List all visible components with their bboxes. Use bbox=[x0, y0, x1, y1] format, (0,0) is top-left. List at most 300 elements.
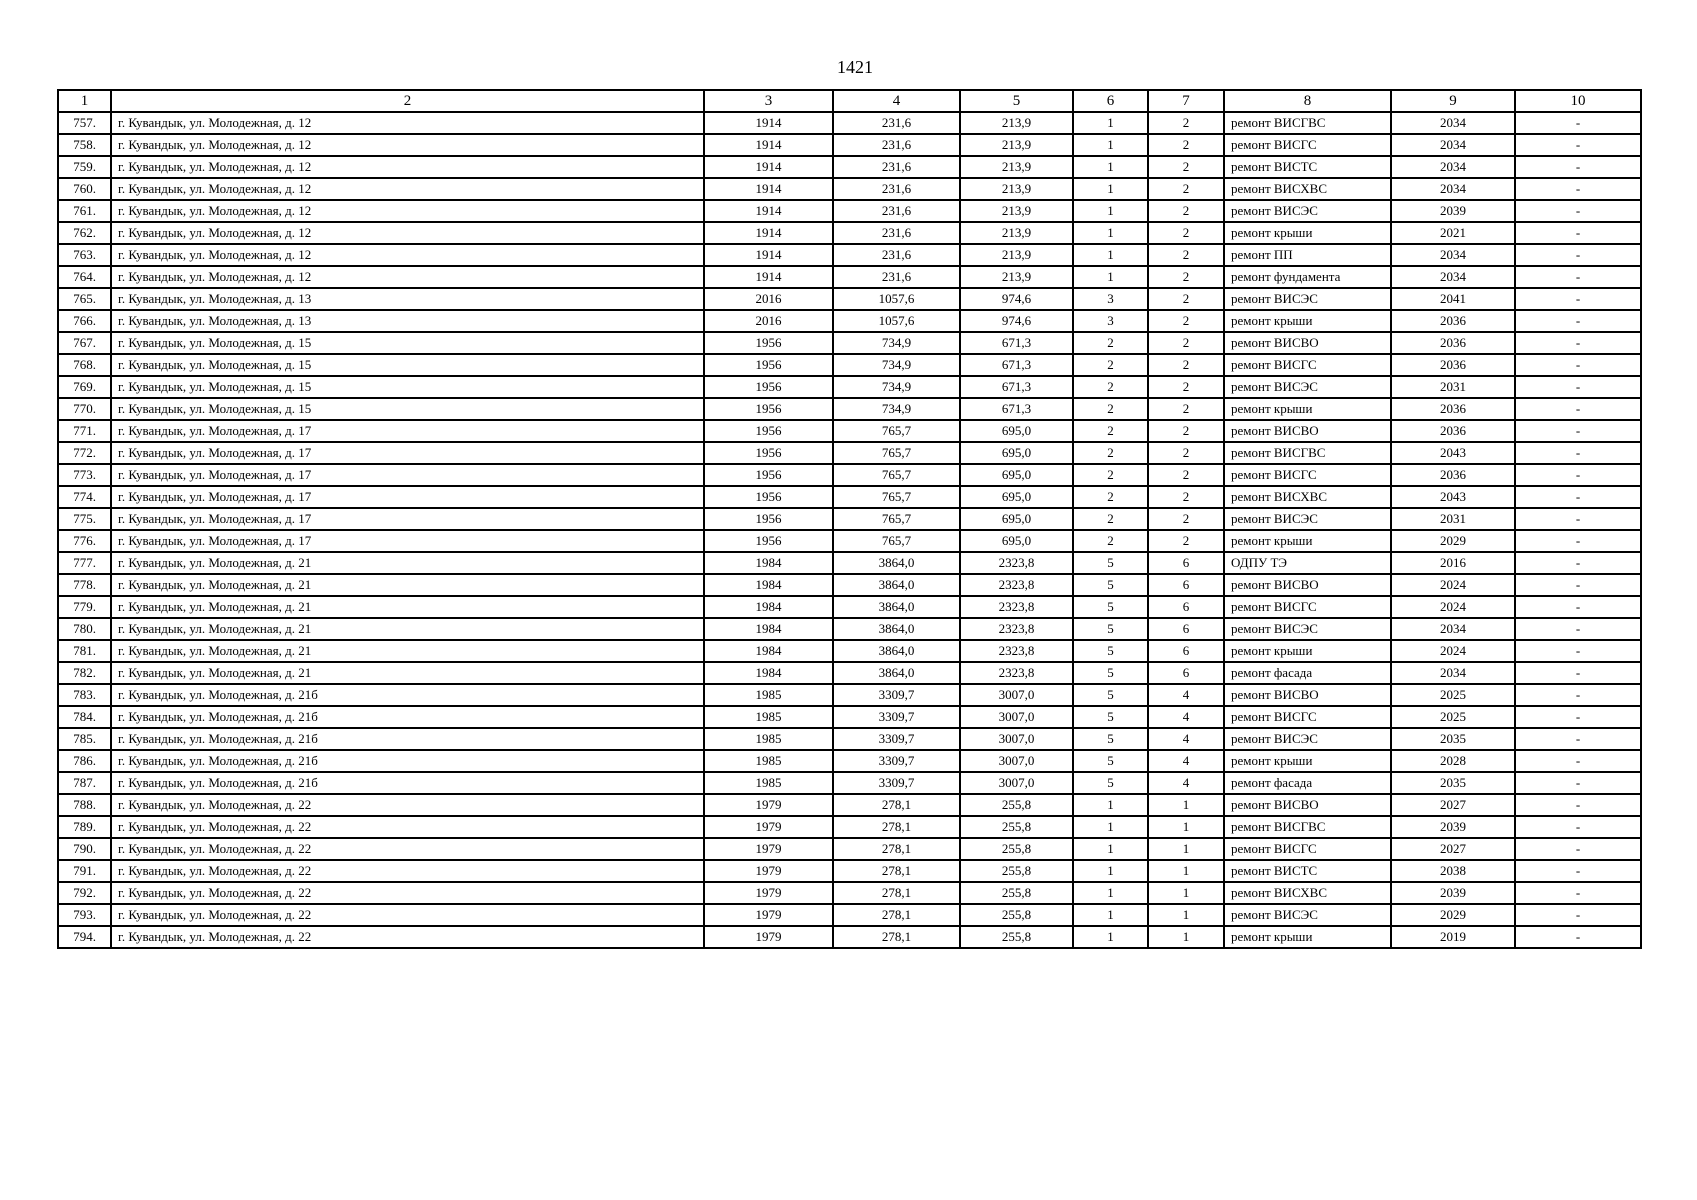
planned-year-cell: 2036 bbox=[1391, 310, 1515, 332]
planned-year-cell: 2034 bbox=[1391, 112, 1515, 134]
year-cell: 1914 bbox=[704, 222, 833, 244]
entrances-cell: 2 bbox=[1148, 266, 1224, 288]
living-area-cell: 213,9 bbox=[960, 266, 1073, 288]
year-cell: 1914 bbox=[704, 244, 833, 266]
total-area-cell: 765,7 bbox=[833, 464, 960, 486]
total-area-cell: 231,6 bbox=[833, 112, 960, 134]
table-row bbox=[58, 508, 1641, 530]
total-area-cell: 765,7 bbox=[833, 530, 960, 552]
total-area-cell: 278,1 bbox=[833, 860, 960, 882]
work-type-cell: ремонт ВИСГС bbox=[1224, 838, 1391, 860]
table-row bbox=[58, 574, 1641, 596]
address-cell: г. Кувандык, ул. Молодежная, д. 17 bbox=[111, 464, 704, 486]
table-row bbox=[58, 662, 1641, 684]
year-cell: 1984 bbox=[704, 596, 833, 618]
address-cell: г. Кувандык, ул. Молодежная, д. 13 bbox=[111, 288, 704, 310]
planned-year-cell: 2034 bbox=[1391, 266, 1515, 288]
work-type-cell: ремонт ВИСЭС bbox=[1224, 904, 1391, 926]
year-cell: 1956 bbox=[704, 508, 833, 530]
planned-year-cell: 2024 bbox=[1391, 596, 1515, 618]
column-header: 9 bbox=[1391, 90, 1515, 112]
living-area-cell: 255,8 bbox=[960, 816, 1073, 838]
note-cell: - bbox=[1515, 288, 1641, 310]
work-type-cell: ремонт ВИСГВС bbox=[1224, 816, 1391, 838]
living-area-cell: 255,8 bbox=[960, 904, 1073, 926]
living-area-cell: 2323,8 bbox=[960, 618, 1073, 640]
work-type-cell: ремонт ВИСВО bbox=[1224, 332, 1391, 354]
column-header: 8 bbox=[1224, 90, 1391, 112]
entrances-cell: 2 bbox=[1148, 332, 1224, 354]
entrances-cell: 2 bbox=[1148, 310, 1224, 332]
work-type-cell: ремонт ВИСГВС bbox=[1224, 112, 1391, 134]
year-cell: 1984 bbox=[704, 552, 833, 574]
planned-year-cell: 2024 bbox=[1391, 640, 1515, 662]
row-number-cell: 784. bbox=[58, 706, 111, 728]
floors-cell: 2 bbox=[1073, 442, 1148, 464]
total-area-cell: 1057,6 bbox=[833, 310, 960, 332]
total-area-cell: 765,7 bbox=[833, 442, 960, 464]
column-header: 7 bbox=[1148, 90, 1224, 112]
column-header: 5 bbox=[960, 90, 1073, 112]
table-row bbox=[58, 398, 1641, 420]
floors-cell: 5 bbox=[1073, 618, 1148, 640]
work-type-cell: ремонт ВИСГС bbox=[1224, 706, 1391, 728]
total-area-cell: 231,6 bbox=[833, 178, 960, 200]
work-type-cell: ремонт крыши bbox=[1224, 398, 1391, 420]
address-cell: г. Кувандык, ул. Молодежная, д. 15 bbox=[111, 376, 704, 398]
row-number-cell: 772. bbox=[58, 442, 111, 464]
note-cell: - bbox=[1515, 354, 1641, 376]
row-number-cell: 786. bbox=[58, 750, 111, 772]
address-cell: г. Кувандык, ул. Молодежная, д. 22 bbox=[111, 904, 704, 926]
year-cell: 1985 bbox=[704, 728, 833, 750]
floors-cell: 1 bbox=[1073, 112, 1148, 134]
floors-cell: 5 bbox=[1073, 574, 1148, 596]
table-row bbox=[58, 354, 1641, 376]
planned-year-cell: 2036 bbox=[1391, 398, 1515, 420]
living-area-cell: 255,8 bbox=[960, 926, 1073, 948]
table-row bbox=[58, 750, 1641, 772]
table-row bbox=[58, 596, 1641, 618]
floors-cell: 5 bbox=[1073, 706, 1148, 728]
row-number-cell: 762. bbox=[58, 222, 111, 244]
total-area-cell: 278,1 bbox=[833, 794, 960, 816]
row-number-cell: 769. bbox=[58, 376, 111, 398]
note-cell: - bbox=[1515, 728, 1641, 750]
total-area-cell: 231,6 bbox=[833, 134, 960, 156]
note-cell: - bbox=[1515, 706, 1641, 728]
note-cell: - bbox=[1515, 662, 1641, 684]
floors-cell: 1 bbox=[1073, 200, 1148, 222]
floors-cell: 2 bbox=[1073, 398, 1148, 420]
note-cell: - bbox=[1515, 640, 1641, 662]
year-cell: 1956 bbox=[704, 354, 833, 376]
address-cell: г. Кувандык, ул. Молодежная, д. 22 bbox=[111, 794, 704, 816]
entrances-cell: 1 bbox=[1148, 838, 1224, 860]
planned-year-cell: 2016 bbox=[1391, 552, 1515, 574]
row-number-cell: 793. bbox=[58, 904, 111, 926]
year-cell: 1956 bbox=[704, 464, 833, 486]
address-cell: г. Кувандык, ул. Молодежная, д. 13 bbox=[111, 310, 704, 332]
entrances-cell: 6 bbox=[1148, 552, 1224, 574]
living-area-cell: 695,0 bbox=[960, 530, 1073, 552]
address-cell: г. Кувандык, ул. Молодежная, д. 12 bbox=[111, 178, 704, 200]
year-cell: 1984 bbox=[704, 618, 833, 640]
work-type-cell: ремонт крыши bbox=[1224, 222, 1391, 244]
entrances-cell: 6 bbox=[1148, 596, 1224, 618]
total-area-cell: 3864,0 bbox=[833, 574, 960, 596]
planned-year-cell: 2041 bbox=[1391, 288, 1515, 310]
planned-year-cell: 2029 bbox=[1391, 904, 1515, 926]
table-row bbox=[58, 486, 1641, 508]
row-number-cell: 785. bbox=[58, 728, 111, 750]
address-cell: г. Кувандык, ул. Молодежная, д. 12 bbox=[111, 134, 704, 156]
total-area-cell: 231,6 bbox=[833, 156, 960, 178]
table-row bbox=[58, 794, 1641, 816]
living-area-cell: 695,0 bbox=[960, 464, 1073, 486]
year-cell: 1956 bbox=[704, 420, 833, 442]
row-number-cell: 789. bbox=[58, 816, 111, 838]
floors-cell: 5 bbox=[1073, 552, 1148, 574]
row-number-cell: 788. bbox=[58, 794, 111, 816]
floors-cell: 3 bbox=[1073, 288, 1148, 310]
planned-year-cell: 2027 bbox=[1391, 838, 1515, 860]
year-cell: 1914 bbox=[704, 266, 833, 288]
table-row bbox=[58, 200, 1641, 222]
work-type-cell: ремонт ПП bbox=[1224, 244, 1391, 266]
note-cell: - bbox=[1515, 618, 1641, 640]
entrances-cell: 4 bbox=[1148, 684, 1224, 706]
repair-schedule-table bbox=[57, 89, 1642, 949]
table-row bbox=[58, 112, 1641, 134]
year-cell: 1979 bbox=[704, 794, 833, 816]
living-area-cell: 213,9 bbox=[960, 200, 1073, 222]
planned-year-cell: 2028 bbox=[1391, 750, 1515, 772]
year-cell: 2016 bbox=[704, 288, 833, 310]
planned-year-cell: 2034 bbox=[1391, 178, 1515, 200]
year-cell: 1914 bbox=[704, 200, 833, 222]
note-cell: - bbox=[1515, 486, 1641, 508]
page-number: 1421 bbox=[837, 57, 873, 77]
row-number-cell: 766. bbox=[58, 310, 111, 332]
column-header: 4 bbox=[833, 90, 960, 112]
note-cell: - bbox=[1515, 222, 1641, 244]
entrances-cell: 2 bbox=[1148, 288, 1224, 310]
total-area-cell: 3309,7 bbox=[833, 772, 960, 794]
note-cell: - bbox=[1515, 508, 1641, 530]
work-type-cell: ремонт ВИСГС bbox=[1224, 134, 1391, 156]
living-area-cell: 695,0 bbox=[960, 486, 1073, 508]
floors-cell: 2 bbox=[1073, 332, 1148, 354]
entrances-cell: 1 bbox=[1148, 904, 1224, 926]
row-number-cell: 761. bbox=[58, 200, 111, 222]
note-cell: - bbox=[1515, 332, 1641, 354]
entrances-cell: 2 bbox=[1148, 508, 1224, 530]
floors-cell: 2 bbox=[1073, 508, 1148, 530]
work-type-cell: ремонт ВИСЭС bbox=[1224, 728, 1391, 750]
note-cell: - bbox=[1515, 926, 1641, 948]
work-type-cell: ремонт крыши bbox=[1224, 310, 1391, 332]
row-number-cell: 783. bbox=[58, 684, 111, 706]
year-cell: 1956 bbox=[704, 486, 833, 508]
entrances-cell: 2 bbox=[1148, 200, 1224, 222]
living-area-cell: 255,8 bbox=[960, 838, 1073, 860]
planned-year-cell: 2039 bbox=[1391, 816, 1515, 838]
total-area-cell: 231,6 bbox=[833, 244, 960, 266]
row-number-cell: 764. bbox=[58, 266, 111, 288]
entrances-cell: 2 bbox=[1148, 442, 1224, 464]
table-row bbox=[58, 530, 1641, 552]
work-type-cell: ремонт ВИСЭС bbox=[1224, 200, 1391, 222]
row-number-cell: 792. bbox=[58, 882, 111, 904]
address-cell: г. Кувандык, ул. Молодежная, д. 15 bbox=[111, 398, 704, 420]
address-cell: г. Кувандык, ул. Молодежная, д. 12 bbox=[111, 200, 704, 222]
row-number-cell: 757. bbox=[58, 112, 111, 134]
row-number-cell: 773. bbox=[58, 464, 111, 486]
planned-year-cell: 2035 bbox=[1391, 728, 1515, 750]
address-cell: г. Кувандык, ул. Молодежная, д. 21б bbox=[111, 772, 704, 794]
column-header: 1 bbox=[58, 90, 111, 112]
floors-cell: 1 bbox=[1073, 134, 1148, 156]
table-row bbox=[58, 266, 1641, 288]
year-cell: 1985 bbox=[704, 684, 833, 706]
floors-cell: 1 bbox=[1073, 838, 1148, 860]
total-area-cell: 278,1 bbox=[833, 904, 960, 926]
floors-cell: 1 bbox=[1073, 156, 1148, 178]
table-body bbox=[58, 112, 1641, 948]
address-cell: г. Кувандык, ул. Молодежная, д. 22 bbox=[111, 838, 704, 860]
year-cell: 1984 bbox=[704, 662, 833, 684]
total-area-cell: 278,1 bbox=[833, 926, 960, 948]
planned-year-cell: 2035 bbox=[1391, 772, 1515, 794]
table-row bbox=[58, 332, 1641, 354]
address-cell: г. Кувандык, ул. Молодежная, д. 21 bbox=[111, 662, 704, 684]
address-cell: г. Кувандык, ул. Молодежная, д. 12 bbox=[111, 222, 704, 244]
entrances-cell: 2 bbox=[1148, 354, 1224, 376]
year-cell: 1979 bbox=[704, 926, 833, 948]
note-cell: - bbox=[1515, 112, 1641, 134]
entrances-cell: 1 bbox=[1148, 926, 1224, 948]
table-row bbox=[58, 706, 1641, 728]
table-row bbox=[58, 464, 1641, 486]
planned-year-cell: 2036 bbox=[1391, 332, 1515, 354]
address-cell: г. Кувандык, ул. Молодежная, д. 12 bbox=[111, 112, 704, 134]
year-cell: 1985 bbox=[704, 772, 833, 794]
table-row bbox=[58, 376, 1641, 398]
work-type-cell: ремонт фасада bbox=[1224, 662, 1391, 684]
year-cell: 1956 bbox=[704, 398, 833, 420]
table-row bbox=[58, 134, 1641, 156]
living-area-cell: 3007,0 bbox=[960, 750, 1073, 772]
entrances-cell: 1 bbox=[1148, 816, 1224, 838]
address-cell: г. Кувандык, ул. Молодежная, д. 21 bbox=[111, 574, 704, 596]
address-cell: г. Кувандык, ул. Молодежная, д. 21 bbox=[111, 552, 704, 574]
total-area-cell: 3864,0 bbox=[833, 662, 960, 684]
note-cell: - bbox=[1515, 552, 1641, 574]
living-area-cell: 2323,8 bbox=[960, 640, 1073, 662]
living-area-cell: 213,9 bbox=[960, 222, 1073, 244]
planned-year-cell: 2024 bbox=[1391, 574, 1515, 596]
address-cell: г. Кувандык, ул. Молодежная, д. 22 bbox=[111, 816, 704, 838]
living-area-cell: 671,3 bbox=[960, 398, 1073, 420]
year-cell: 1979 bbox=[704, 838, 833, 860]
work-type-cell: ремонт ВИСГС bbox=[1224, 464, 1391, 486]
note-cell: - bbox=[1515, 134, 1641, 156]
total-area-cell: 3309,7 bbox=[833, 750, 960, 772]
year-cell: 1979 bbox=[704, 860, 833, 882]
column-header: 3 bbox=[704, 90, 833, 112]
year-cell: 1979 bbox=[704, 904, 833, 926]
planned-year-cell: 2034 bbox=[1391, 156, 1515, 178]
planned-year-cell: 2043 bbox=[1391, 486, 1515, 508]
living-area-cell: 255,8 bbox=[960, 882, 1073, 904]
work-type-cell: ремонт ВИСЭС bbox=[1224, 618, 1391, 640]
row-number-cell: 775. bbox=[58, 508, 111, 530]
living-area-cell: 213,9 bbox=[960, 244, 1073, 266]
note-cell: - bbox=[1515, 596, 1641, 618]
floors-cell: 5 bbox=[1073, 596, 1148, 618]
total-area-cell: 3864,0 bbox=[833, 640, 960, 662]
row-number-cell: 779. bbox=[58, 596, 111, 618]
row-number-cell: 794. bbox=[58, 926, 111, 948]
planned-year-cell: 2036 bbox=[1391, 420, 1515, 442]
year-cell: 2016 bbox=[704, 310, 833, 332]
year-cell: 1956 bbox=[704, 530, 833, 552]
table-row bbox=[58, 926, 1641, 948]
planned-year-cell: 2039 bbox=[1391, 882, 1515, 904]
work-type-cell: ремонт ВИСГС bbox=[1224, 354, 1391, 376]
planned-year-cell: 2034 bbox=[1391, 662, 1515, 684]
work-type-cell: ремонт ВИСХВС bbox=[1224, 178, 1391, 200]
note-cell: - bbox=[1515, 816, 1641, 838]
living-area-cell: 213,9 bbox=[960, 112, 1073, 134]
table-row bbox=[58, 684, 1641, 706]
row-number-cell: 763. bbox=[58, 244, 111, 266]
note-cell: - bbox=[1515, 882, 1641, 904]
planned-year-cell: 2019 bbox=[1391, 926, 1515, 948]
year-cell: 1914 bbox=[704, 134, 833, 156]
row-number-cell: 778. bbox=[58, 574, 111, 596]
work-type-cell: ремонт крыши bbox=[1224, 640, 1391, 662]
row-number-cell: 782. bbox=[58, 662, 111, 684]
planned-year-cell: 2034 bbox=[1391, 618, 1515, 640]
living-area-cell: 3007,0 bbox=[960, 706, 1073, 728]
entrances-cell: 1 bbox=[1148, 794, 1224, 816]
address-cell: г. Кувандык, ул. Молодежная, д. 21б bbox=[111, 706, 704, 728]
floors-cell: 1 bbox=[1073, 266, 1148, 288]
table-row bbox=[58, 442, 1641, 464]
living-area-cell: 213,9 bbox=[960, 134, 1073, 156]
entrances-cell: 2 bbox=[1148, 156, 1224, 178]
floors-cell: 2 bbox=[1073, 376, 1148, 398]
planned-year-cell: 2034 bbox=[1391, 134, 1515, 156]
note-cell: - bbox=[1515, 178, 1641, 200]
floors-cell: 1 bbox=[1073, 178, 1148, 200]
work-type-cell: ремонт ВИСЭС bbox=[1224, 508, 1391, 530]
note-cell: - bbox=[1515, 860, 1641, 882]
address-cell: г. Кувандык, ул. Молодежная, д. 21 bbox=[111, 596, 704, 618]
row-number-cell: 791. bbox=[58, 860, 111, 882]
living-area-cell: 3007,0 bbox=[960, 684, 1073, 706]
floors-cell: 2 bbox=[1073, 486, 1148, 508]
entrances-cell: 6 bbox=[1148, 662, 1224, 684]
work-type-cell: ремонт ВИСВО bbox=[1224, 420, 1391, 442]
address-cell: г. Кувандык, ул. Молодежная, д. 17 bbox=[111, 530, 704, 552]
planned-year-cell: 2039 bbox=[1391, 200, 1515, 222]
address-cell: г. Кувандык, ул. Молодежная, д. 15 bbox=[111, 354, 704, 376]
note-cell: - bbox=[1515, 684, 1641, 706]
year-cell: 1914 bbox=[704, 156, 833, 178]
living-area-cell: 213,9 bbox=[960, 178, 1073, 200]
total-area-cell: 3864,0 bbox=[833, 618, 960, 640]
work-type-cell: ремонт ВИСГВС bbox=[1224, 442, 1391, 464]
table-row bbox=[58, 860, 1641, 882]
floors-cell: 2 bbox=[1073, 530, 1148, 552]
note-cell: - bbox=[1515, 244, 1641, 266]
living-area-cell: 671,3 bbox=[960, 376, 1073, 398]
planned-year-cell: 2036 bbox=[1391, 464, 1515, 486]
living-area-cell: 3007,0 bbox=[960, 728, 1073, 750]
year-cell: 1914 bbox=[704, 112, 833, 134]
total-area-cell: 231,6 bbox=[833, 266, 960, 288]
row-number-cell: 770. bbox=[58, 398, 111, 420]
note-cell: - bbox=[1515, 794, 1641, 816]
planned-year-cell: 2025 bbox=[1391, 706, 1515, 728]
table-row bbox=[58, 310, 1641, 332]
table-row bbox=[58, 420, 1641, 442]
entrances-cell: 2 bbox=[1148, 178, 1224, 200]
total-area-cell: 765,7 bbox=[833, 486, 960, 508]
table-row bbox=[58, 728, 1641, 750]
row-number-cell: 776. bbox=[58, 530, 111, 552]
entrances-cell: 4 bbox=[1148, 728, 1224, 750]
entrances-cell: 1 bbox=[1148, 882, 1224, 904]
floors-cell: 5 bbox=[1073, 772, 1148, 794]
living-area-cell: 695,0 bbox=[960, 508, 1073, 530]
floors-cell: 5 bbox=[1073, 662, 1148, 684]
note-cell: - bbox=[1515, 464, 1641, 486]
total-area-cell: 734,9 bbox=[833, 332, 960, 354]
entrances-cell: 4 bbox=[1148, 772, 1224, 794]
table-row bbox=[58, 816, 1641, 838]
living-area-cell: 695,0 bbox=[960, 442, 1073, 464]
year-cell: 1956 bbox=[704, 442, 833, 464]
address-cell: г. Кувандык, ул. Молодежная, д. 17 bbox=[111, 420, 704, 442]
total-area-cell: 734,9 bbox=[833, 376, 960, 398]
living-area-cell: 671,3 bbox=[960, 354, 1073, 376]
floors-cell: 2 bbox=[1073, 354, 1148, 376]
entrances-cell: 4 bbox=[1148, 706, 1224, 728]
year-cell: 1979 bbox=[704, 816, 833, 838]
entrances-cell: 2 bbox=[1148, 486, 1224, 508]
row-number-cell: 790. bbox=[58, 838, 111, 860]
note-cell: - bbox=[1515, 420, 1641, 442]
entrances-cell: 1 bbox=[1148, 860, 1224, 882]
floors-cell: 1 bbox=[1073, 882, 1148, 904]
work-type-cell: ремонт крыши bbox=[1224, 530, 1391, 552]
work-type-cell: ремонт ВИСХВС bbox=[1224, 882, 1391, 904]
planned-year-cell: 2021 bbox=[1391, 222, 1515, 244]
living-area-cell: 2323,8 bbox=[960, 552, 1073, 574]
row-number-cell: 759. bbox=[58, 156, 111, 178]
floors-cell: 5 bbox=[1073, 684, 1148, 706]
note-cell: - bbox=[1515, 574, 1641, 596]
entrances-cell: 2 bbox=[1148, 376, 1224, 398]
work-type-cell: ремонт ВИСТС bbox=[1224, 860, 1391, 882]
entrances-cell: 2 bbox=[1148, 244, 1224, 266]
address-cell: г. Кувандык, ул. Молодежная, д. 22 bbox=[111, 860, 704, 882]
planned-year-cell: 2036 bbox=[1391, 354, 1515, 376]
